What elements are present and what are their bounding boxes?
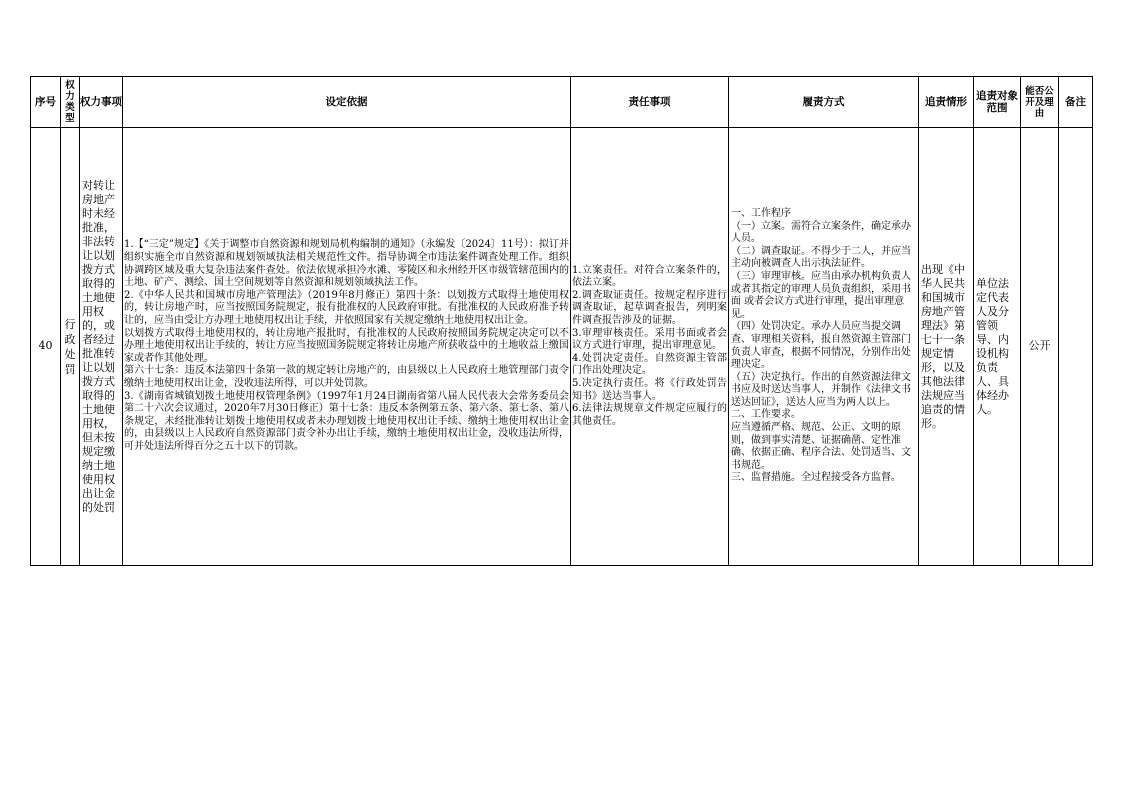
header-basis: 设定依据 [123, 77, 571, 128]
power-item-value: 对转让房地产时未经批准，非法转让以划拨方式取得的土地使用权的，或者经过批准转让以划拨方式取得的土地使用权，但未按规定缴纳土地使用权出让金的处罚 [82, 178, 115, 514]
seq-value: 40 [38, 339, 53, 353]
row-scope [974, 128, 1021, 566]
row-method [729, 128, 919, 566]
scope-value: 单位法定代表人及分管领导、内设机构负责人、具体经办人。 [976, 276, 1009, 416]
duty-value: 1.立案责任。对符合立案条件的，依法立案。 2.调查取证责任。按规定程序进行调查取证，起草调查报告，列明案件调查报告涉及的证据。 3.审理审核责任。采用书面或者会议方式进行审理，提出审理意见。 4.处罚决定责任。自然资源主管部门作出处理决定。 5.决定执行责任。将《行政处罚告知书》送达当事人。 6.法律法规规章文件规定应履行的其他责任。 [572, 264, 727, 427]
header-scope: 追责对象范围 [974, 77, 1021, 128]
row-duty [571, 128, 729, 566]
header-power-type: 权力类型 [61, 77, 80, 128]
header-power-item: 权力事项 [80, 77, 123, 128]
header-duty: 责任事项 [571, 77, 729, 128]
accountability-value: 出现《中华人民共和国城市房地产管理法》第七十一条规定情形，以及其他法律法规应当追责的情形。 [921, 262, 965, 430]
header-remark: 备注 [1059, 77, 1093, 128]
row-power-type [61, 128, 80, 566]
table-row [31, 128, 1093, 566]
header-method: 履责方式 [729, 77, 919, 128]
row-accountability [919, 128, 974, 566]
row-power-item [80, 128, 123, 566]
header-disclosure: 能否公开及理由 [1021, 77, 1059, 128]
header-accountability: 追责情形 [919, 77, 974, 128]
power-list-table [30, 76, 1093, 566]
row-remark [1059, 128, 1093, 566]
row-seq [31, 128, 61, 566]
method-value: 一、工作程序 （一）立案。需符合立案条件，确定承办人员。 （二）调查取证。不得少于二人，并应当主动向被调查人出示执法证件。 （三）审理审核。应当由承办机构负责人或者其指定的审理人员负责组织，采用书面 或者会议方式进行审理，提出审理意见。 （四）处罚决定。承办人员应当提交调查、审理相关资料，报自然资源主管部门负责人审查，根据不同情况，分别作出处理决定。 （五）决定执行。作出的自然资源法律文书应及时送达当事人，并制作《法律文书送达回证》，送达人应当为两人以上。 二、工作要求。 应当遵循严格、规范、公正、文明的原则，做到事实清楚、证据确凿、定性准确、依据正确、程序合法、处罚适当、文书规范。 三、监督措施。全过程接受各方监督。 [731, 207, 911, 484]
power-type-value: 行政处罚 [64, 317, 76, 376]
disclosure-value: 公开 [1028, 339, 1051, 353]
basis-value: 1.【“三定”规定】《关于调整市自然资源和规划局机构编制的通知》（永编发〔2024〕11号）：拟订并组织实施全市自然资源和规划领域执法相关规范性文件。指导协调全市违法案件调查处理工作。组织协调跨区域及重大复杂违法案件查处。依法依规承担冷水滩、零陵区和永州经开区市级管辖范围内的土地、矿产、测绘、国土空间规划等自然资源和规划领域执法工作。 2.《中华人民共和国城市房地产管理法》（2019年8月修正）第四十条：以划拨方式取得土地使用权的，转让房地产时，应当按照国务院规定，报有批准权的人民政府审批。有批准权的人民政府准予转让的，应当由受让方办理土地使用权出让手续，并依照国家有关规定缴纳土地使用权出让金。 以划拨方式取得土地使用权的，转让房地产报批时，有批准权的人民政府按照国务院规定决定可以不办理土地使用权出让手续的，转让方应当按照国务院规定将转让房地产所获收益中的土地收益上缴国家或者作其他处理。 第六十七条：违反本法第四十条第一款的规定转让房地产的，由县级以上人民政府土地管理部门责令缴纳土地使用权出让金，没收违法所得，可以并处罚款。 3.《湖南省城镇划拨土地使用权管理条例》（1997年1月24日湖南省第八届人民代表大会常务委员会第二十六次会议通过，2020年7月30日修正）第十七条：违反本条例第五条、第六条、第七条、第八条规定，未经批准转让划拨土地使用权或者未办理划拨土地使用权出让手续、缴纳土地使用权出让金的，由县级以上人民政府自然资源部门责令补办出让手续，缴纳土地使用权出让金，没收违法所得，可并处违法所得百分之五十以下的罚款。 [124, 239, 569, 452]
row-disclosure [1021, 128, 1059, 566]
header-seq: 序号 [31, 77, 61, 128]
row-basis [123, 128, 571, 566]
header-row [31, 77, 1093, 128]
